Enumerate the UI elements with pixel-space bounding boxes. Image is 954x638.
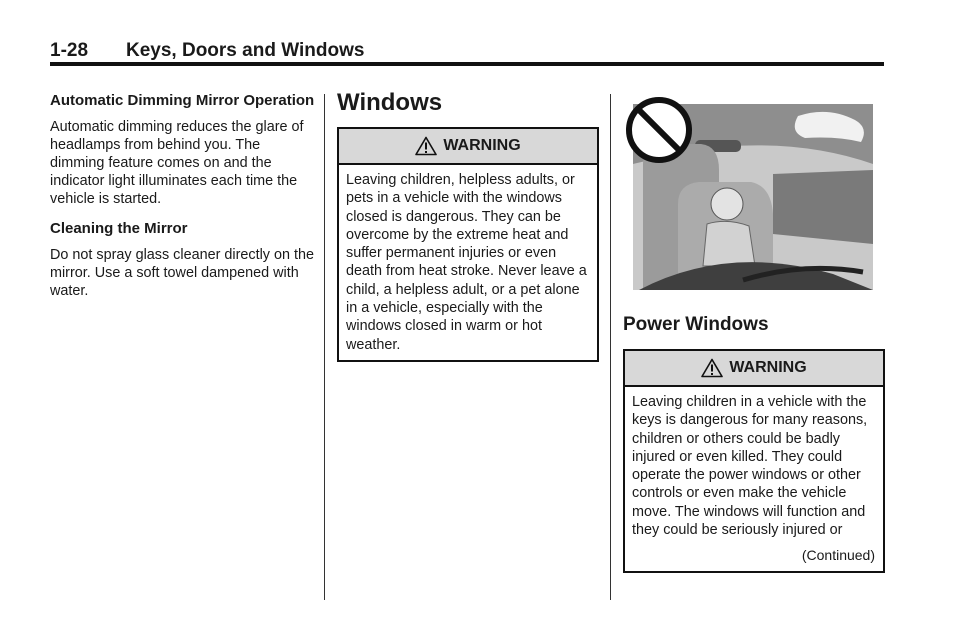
warning-triangle-icon <box>701 358 723 378</box>
warning-triangle-icon <box>415 136 437 156</box>
power-windows-warning-box <box>623 349 885 573</box>
column-divider <box>324 94 325 600</box>
windows-warning-box <box>337 127 599 362</box>
mirror-operation-text: Automatic dimming reduces the glare of headlamps from behind you. The dimming feature comes on and the indicator light illuminates each time the vehicle is started. <box>50 119 304 207</box>
cleaning-mirror-text: Do not spray glass cleaner directly on the mirror. Use a soft towel dampened with water. <box>50 247 314 299</box>
warning-header <box>625 351 883 387</box>
warning-label: WARNING <box>443 137 521 154</box>
header-rule <box>50 62 884 66</box>
column-3 <box>623 94 885 573</box>
column-divider <box>610 94 611 600</box>
mirror-operation-heading: Automatic Dimming Mirror Operation <box>50 92 315 109</box>
page-number: 1-28 <box>50 40 89 61</box>
cleaning-mirror-heading: Cleaning the Mirror <box>50 220 188 237</box>
warning-text: Leaving children in a vehicle with the keys is dangerous for many reasons, children or others could be badly injured or even killed. They could operate the power windows or other controls or even make the vehicle move. The windows will function and they could be seriously injured or <box>632 394 868 539</box>
warning-header <box>339 129 597 165</box>
warning-text: Leaving children, helpless adults, or pets in a vehicle with the windows closed is dangerous. They can be overcome by the extreme heat and suffer permanent injuries or even death from heat stroke. Never leave a child, a helpless adult, or a pet alone in a vehicle, especially with the windows closed in warm or hot weather. <box>346 172 587 353</box>
windows-title: Windows <box>337 89 443 116</box>
column-1 <box>50 92 315 312</box>
child-in-car-illustration <box>623 94 873 292</box>
power-windows-heading: Power Windows <box>623 314 769 335</box>
column-2 <box>337 88 599 362</box>
continued-label: (Continued) <box>801 547 875 564</box>
warning-label: WARNING <box>729 359 807 376</box>
section-title: Keys, Doors and Windows <box>126 40 365 61</box>
page-header <box>50 38 884 68</box>
